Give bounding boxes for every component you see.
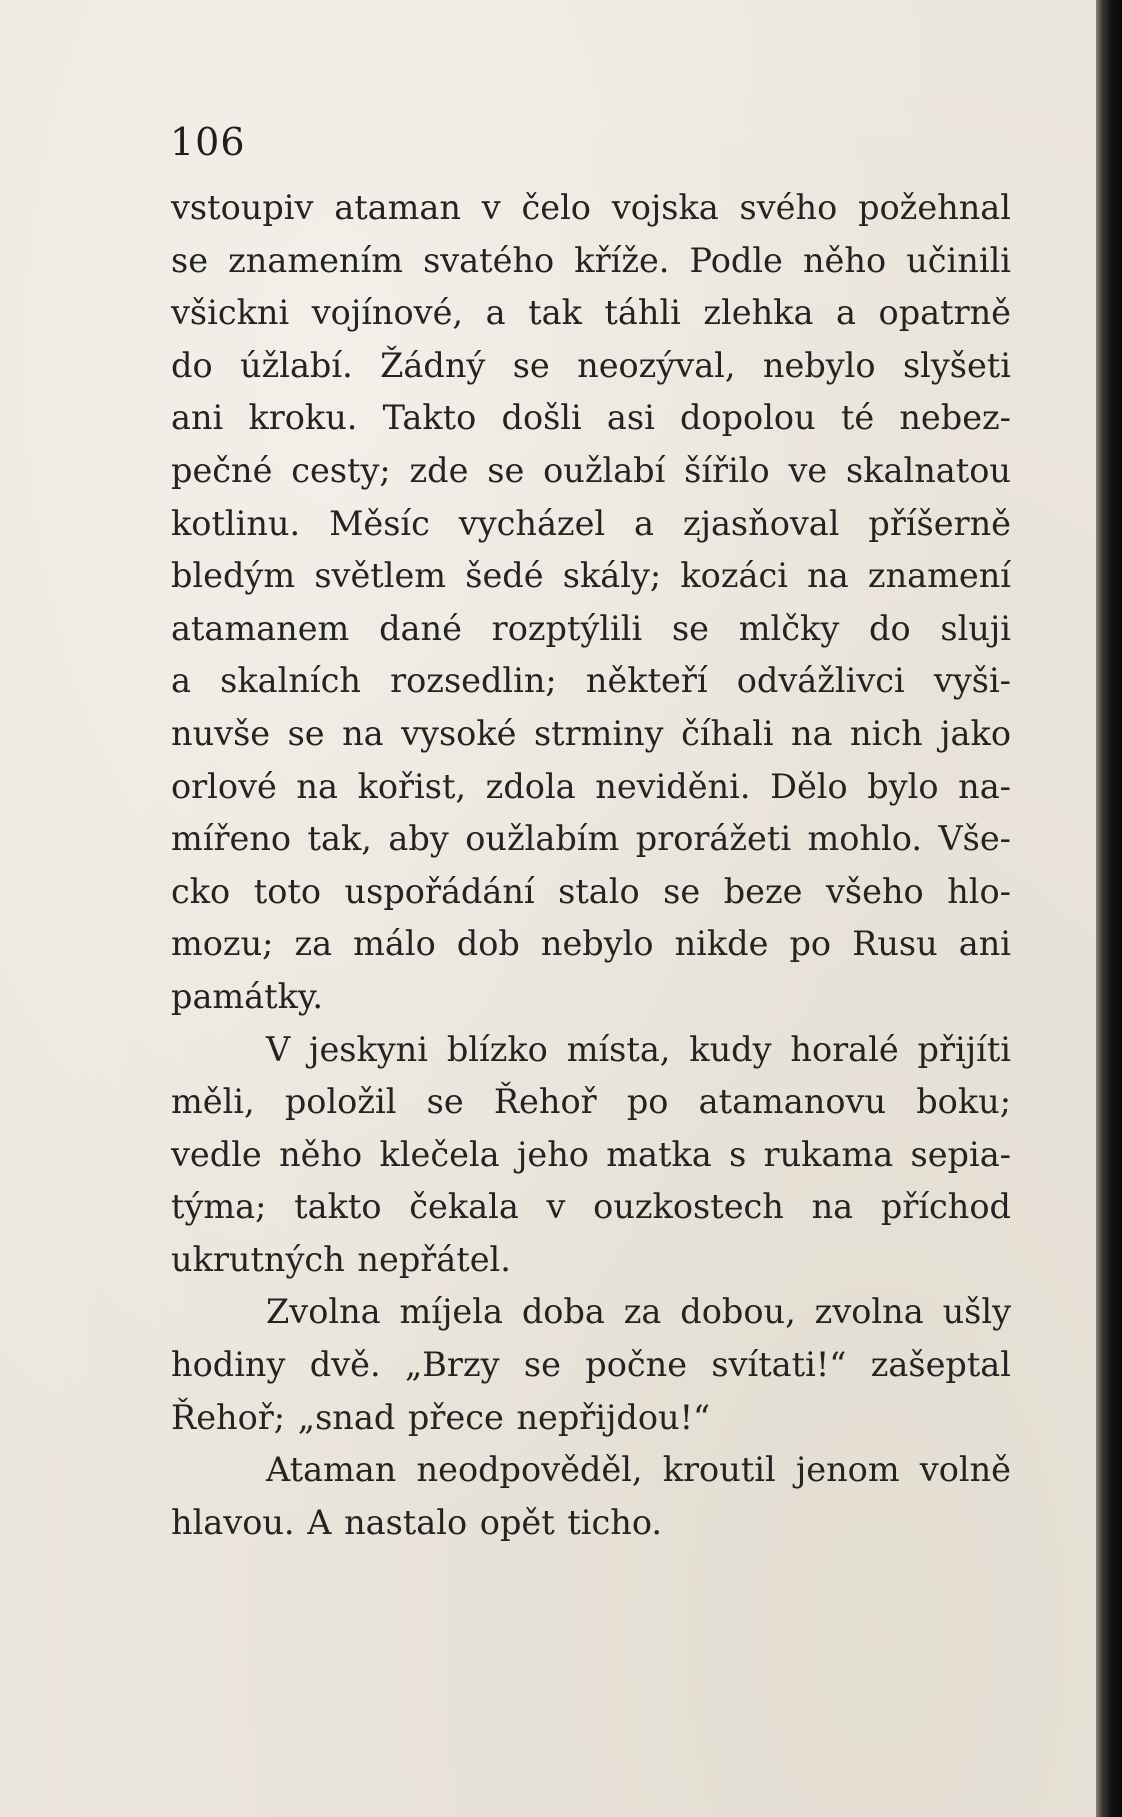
text-line: Řehoř; „snad přece nepřijdou!“ <box>171 1397 711 1437</box>
text-line: do úžlabí. Žádný se neozýval, nebylo slyšeti <box>171 345 1011 385</box>
text-line: kotlinu. Měsíc vycházel a zjasňoval příšerně <box>171 503 1011 543</box>
text-line: atamanem dané rozptýlili se mlčky do sluji <box>171 608 1011 648</box>
text-line: hodiny dvě. „Brzy se počne svítati!“ zašeptal <box>171 1345 1011 1385</box>
paragraph-start-line: V jeskyni blízko místa, kudy horalé přijíti <box>266 1029 1011 1069</box>
text-line: nuvše se na vysoké strminy číhali na nich jako <box>171 713 1011 753</box>
text-line: ani kroku. Takto došli asi dopolou té nebez- <box>171 398 1011 438</box>
page-number: 106 <box>170 120 246 164</box>
text-line: mířeno tak, aby oužlabím prorážeti mohlo. Vše- <box>171 819 1011 859</box>
text-line: ukrutných nepřátel. <box>171 1239 511 1279</box>
text-line: všickni vojínové, a tak táhli zlehka a opatrně <box>171 293 1011 333</box>
paragraph-start-line: Zvolna míjela doba za dobou, zvolna ušly <box>266 1292 1011 1332</box>
text-line: bledým světlem šedé skály; kozáci na znamení <box>171 556 1011 596</box>
text-line: památky. <box>171 976 324 1016</box>
text-line: týma; takto čekala v ouzkostech na příchod <box>171 1187 1011 1227</box>
text-line: vedle něho klečela jeho matka s rukama sepia- <box>171 1134 1011 1174</box>
text-line: měli, položil se Řehoř po atamanovu boku; <box>171 1082 1011 1122</box>
paragraph-start-line: Ataman neodpověděl, kroutil jenom volně <box>266 1450 1011 1490</box>
text-line: vstoupiv ataman v čelo vojska svého požehnal <box>171 188 1011 227</box>
text-line: hlavou. A nastalo opět ticho. <box>171 1502 663 1542</box>
book-spine-shadow <box>1096 0 1122 1817</box>
text-line: pečné cesty; zde se oužlabí šířilo ve skalnatou <box>171 450 1011 490</box>
text-line: mozu; za málo dob nebylo nikde po Rusu ani <box>171 924 1011 964</box>
body-text <box>171 182 1011 1549</box>
text-line: a skalních rozsedlin; někteří odvážlivci vyši- <box>171 661 1011 701</box>
text-line: cko toto uspořádání stalo se beze všeho hlo- <box>171 871 1011 911</box>
text-line: orlové na kořist, zdola neviděni. Dělo bylo na- <box>171 766 1011 806</box>
text-line: se znamením svatého kříže. Podle něho učinili <box>171 240 1011 280</box>
